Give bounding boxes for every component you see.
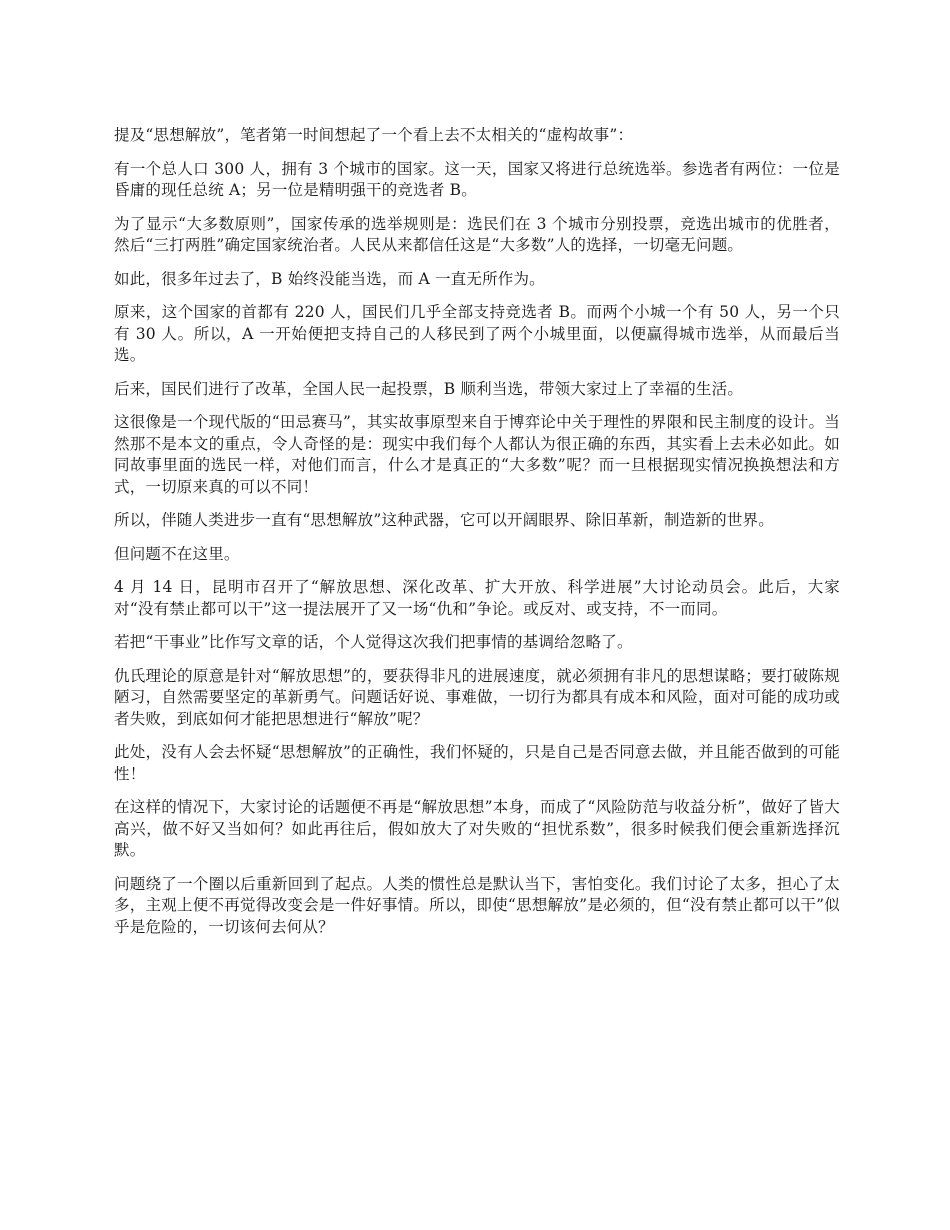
paragraph-15: 问题绕了一个圈以后重新回到了起点。人类的惯性总是默认当下，害怕变化。我们讨论了太多，担心了太多，主观上便不再觉得改变会是一件好事情。所以，即使“思想解放”是必须的，但“没有禁止都可以干”似乎是危险的，一切该何去何从？ [114,874,840,936]
paragraph-7: 这很像是一个现代版的“田忌赛马”，其实故事原型来自于博弈论中关于理性的界限和民主制度的设计。当然那不是本文的重点，令人奇怪的是：现实中我们每个人都认为很正确的东西，其实看上去未必如此。如同故事里面的选民一样，对他们而言，什么才是真正的“大多数”呢？而一旦根据现实情况换换想法和方式，一切原来真的可以不同！ [114,413,840,496]
paragraph-11: 若把“干事业”比作写文章的话，个人觉得这次我们把事情的基调给忽略了。 [114,633,633,651]
paragraph-6: 后来，国民们进行了改革，全国人民一起投票，B 顺利当选，带领大家过上了幸福的生活。 [114,379,744,398]
paragraph-8: 所以，伴随人类进步一直有“思想解放”这种武器，它可以开阔眼界、除旧革新，制造新的世界。 [114,511,774,529]
paragraph-2: 有一个总人口 300 人，拥有 3 个城市的国家。这一天，国家又将进行总统选举。参选者有两位：一位是昏庸的现任总统 A；另一位是精明强干的竞选者 B。 [114,159,840,199]
paragraph-3: 为了显示“大多数原则”，国家传承的选举规则是：选民们在 3 个城市分别投票，竞选出城市的优胜者，然后“三打两胜”确定国家统治者。人民从来都信任这是“大多数”人的选择，一切毫无问题。 [114,214,840,254]
paragraph-14: 在这样的情况下，大家讨论的话题便不再是“解放思想”本身，而成了“风险防范与收益分析”，做好了皆大高兴，做不好又当如何？如此再往后，假如放大了对失败的“担忧系数”，很多时候我们便会重新选择沉默。 [114,798,840,859]
paragraph-9: 但问题不在这里。 [114,544,240,563]
paragraph-13: 此处，没有人会去怀疑“思想解放”的正确性，我们怀疑的，只是自己是否同意去做，并且能否做到的可能性！ [114,743,840,783]
paragraph-10: 4 月 14 日，昆明市召开了“解放思想、深化改革、扩大开放、科学进展”大讨论动员会。此后，大家对“没有禁止都可以干”这一提法展开了又一场“仇和”争论。或反对、或支持，不一而同。 [114,578,840,618]
document-body [114,125,840,950]
paragraph-1: 提及“思想解放”，笔者第一时间想起了一个看上去不太相关的“虚构故事”： [114,126,634,144]
paragraph-12: 仇氏理论的原意是针对“解放思想”的，要获得非凡的进展速度，就必须拥有非凡的思想谋略；要打破陈规陋习，自然需要坚定的革新勇气。问题话好说、事难做，一切行为都具有成本和风险，面对可能的成功或者失败，到底如何才能把思想进行“解放”呢？ [114,666,840,728]
paragraph-5: 原来，这个国家的首都有 220 人，国民们几乎全部支持竞选者 B。而两个小城一个有 50 人，另一个只有 30 人。所以，A 一开始便把支持自己的人移民到了两个小城里面，以便赢得城市选举，从而最后当选。 [114,303,840,364]
paragraph-4: 如此，很多年过去了，B 始终没能当选，而 A 一直无所作为。 [114,269,545,288]
